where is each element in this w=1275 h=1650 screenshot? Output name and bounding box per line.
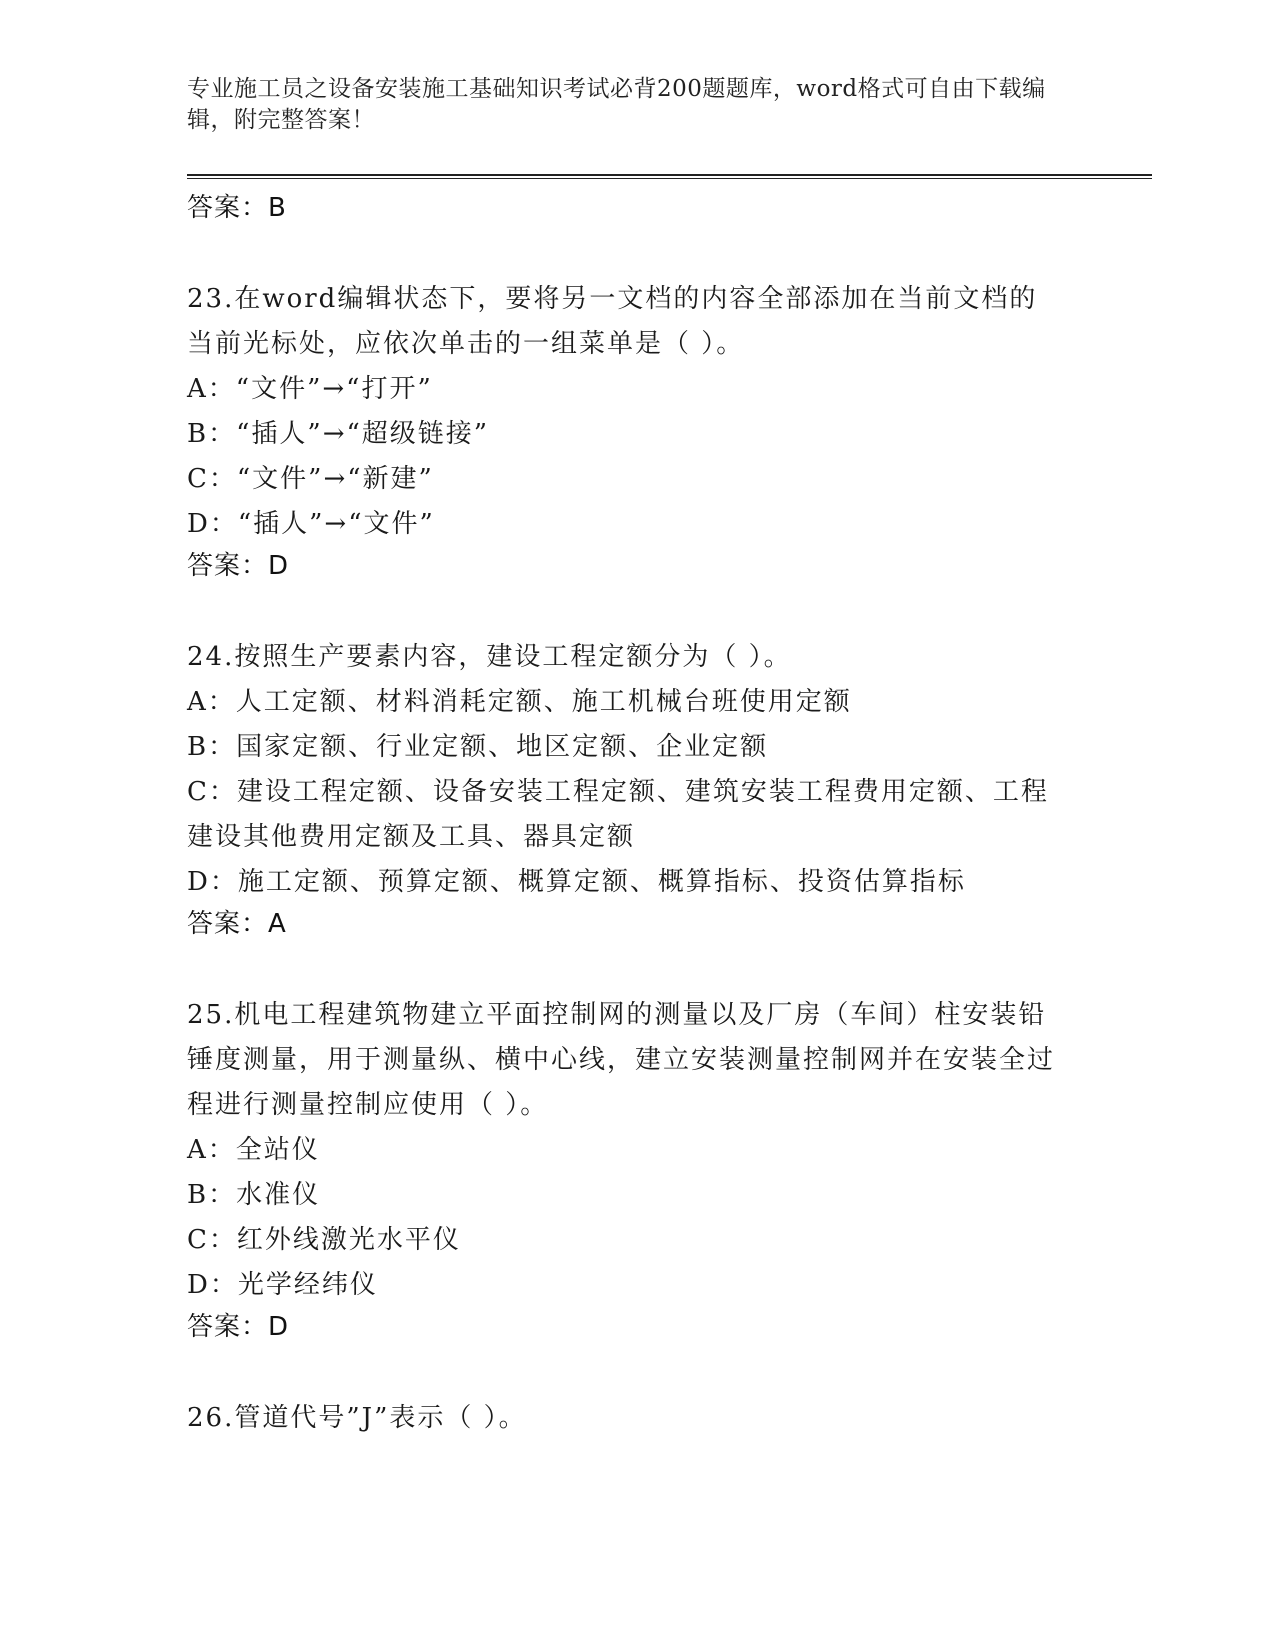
option-a: A：“文件”→“打开” [187, 374, 433, 404]
previous-question-answer: 答案：B [187, 193, 287, 223]
question-text: 24.按照生产要素内容，建设工程定额分为（ ）。 [187, 642, 792, 672]
question-text: 26.管道代号”J”表示（ ）。 [187, 1403, 527, 1433]
header-divider [187, 174, 1152, 179]
option-d: D：施工定额、预算定额、概算定额、概算指标、投资估算指标 [187, 867, 966, 897]
option-c: C：“文件”→“新建” [187, 464, 434, 494]
question-answer: 答案：A [187, 909, 287, 939]
option-a: A：全站仪 [187, 1135, 320, 1165]
question-answer: 答案：D [187, 551, 290, 581]
option-b: B：国家定额、行业定额、地区定额、企业定额 [187, 732, 769, 762]
question-text: 23.在word编辑状态下，要将另一文档的内容全部添加在当前文档的当前光标处，应依次单击的一组菜单是（ ）。 [187, 284, 1038, 359]
option-b: B：水准仪 [187, 1180, 321, 1210]
question-26 [187, 1396, 1152, 1441]
option-b: B：“插人”→“超级链接” [187, 419, 490, 449]
question-answer: 答案：D [187, 1312, 290, 1342]
question-text: 25.机电工程建筑物建立平面控制网的测量以及厂房（车间）柱安装铅锤度测量，用于测量纵、横中心线，建立安装测量控制网并在安装全过程进行测量控制应使用（ ）。 [187, 1000, 1056, 1120]
question-24 [187, 635, 1152, 941]
question-23 [187, 277, 1152, 583]
option-c: C：建设工程定额、设备安装工程定额、建筑安装工程费用定额、工程建设其他费用定额及工具、器具定额 [187, 777, 1049, 852]
document-header-title: 专业施工员之设备安装施工基础知识考试必背200题题库，word格式可自由下载编辑，附完整答案！ [187, 76, 1046, 133]
option-d: D：光学经纬仪 [187, 1270, 378, 1300]
option-d: D：“插人”→“文件” [187, 509, 435, 539]
option-a: A：人工定额、材料消耗定额、施工机械台班使用定额 [187, 687, 852, 717]
question-25 [187, 993, 1152, 1344]
document-page [187, 74, 1152, 1441]
option-c: C：红外线激光水平仪 [187, 1225, 461, 1255]
